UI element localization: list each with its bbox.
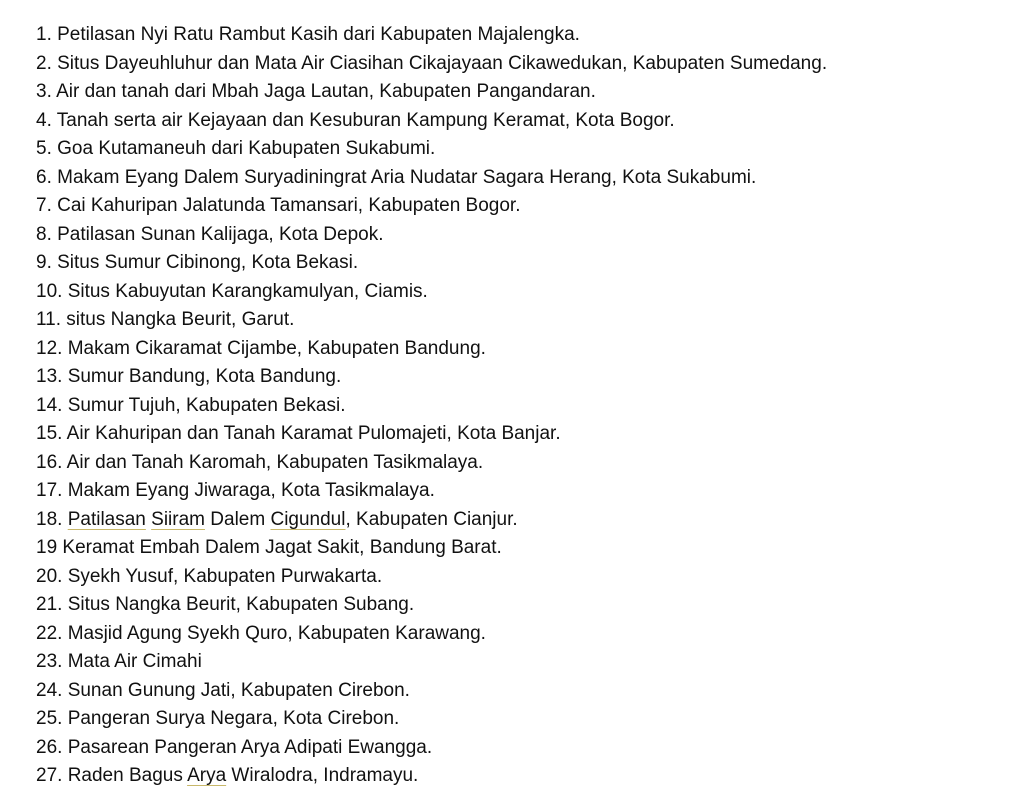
list-item: 2. Situs Dayeuhluhur dan Mata Air Ciasihan Cikajayaan Cikawedukan, Kabupaten Sumedang. [36, 52, 828, 74]
list-item: 6. Makam Eyang Dalem Suryadiningrat Aria Nudatar Sagara Herang, Kota Sukabumi. [36, 166, 757, 188]
list-item: 11. situs Nangka Beurit, Garut. [36, 309, 295, 330]
list-item: 7. Cai Kahuripan Jalatunda Tamansari, Kabupaten Bogor. [36, 195, 521, 216]
list-item: 19 Keramat Embah Dalem Jagat Sakit, Bandung Barat. [36, 537, 502, 558]
list-item-27 [36, 762, 1016, 791]
list-item: 5. Goa Kutamaneuh dari Kabupaten Sukabumi. [36, 138, 436, 159]
list-item: 16. Air dan Tanah Karomah, Kabupaten Tasikmalaya. [36, 451, 484, 473]
document-list [36, 21, 1016, 791]
list-item: 26. Pasarean Pangeran Arya Adipati Ewangga. [36, 736, 433, 758]
list-item: 13. Sumur Bandung, Kota Bandung. [36, 366, 342, 387]
item-18-prefix: 18. [36, 508, 68, 530]
list-item: 14. Sumur Tujuh, Kabupaten Bekasi. [36, 394, 346, 416]
item-18-suffix: , Kabupaten Cianjur. [345, 508, 518, 530]
list-item: 1. Petilasan Nyi Ratu Rambut Kasih dari Kabupaten Majalengka. [36, 24, 580, 45]
list-item: 22. Masjid Agung Syekh Quro, Kabupaten Karawang. [36, 622, 486, 644]
list-item: 8. Patilasan Sunan Kalijaga, Kota Depok. [36, 223, 384, 245]
list-item: 20. Syekh Yusuf, Kabupaten Purwakarta. [36, 565, 383, 587]
spellcheck-word: Patilasan [67, 508, 146, 530]
list-item: 21. Situs Nangka Beurit, Kabupaten Subang. [36, 594, 415, 615]
item-18-middle: Dalem [205, 508, 271, 530]
spellcheck-word: Siiram [151, 508, 205, 530]
list-item: 15. Air Kahuripan dan Tanah Karamat Pulomajeti, Kota Banjar. [36, 423, 561, 444]
list-item: 24. Sunan Gunung Jati, Kabupaten Cirebon. [36, 679, 410, 701]
item-27-suffix: Wiralodra, Indramayu. [226, 765, 419, 786]
list-item: 25. Pangeran Surya Negara, Kota Cirebon. [36, 708, 400, 729]
item-27-prefix: 27. Raden Bagus [36, 765, 188, 786]
list-item: 17. Makam Eyang Jiwaraga, Kota Tasikmalaya. [36, 480, 435, 501]
spellcheck-word: Arya [187, 765, 227, 786]
list-item: 10. Situs Kabuyutan Karangkamulyan, Ciamis. [36, 280, 428, 302]
list-item: 3. Air dan tanah dari Mbah Jaga Lautan, Kabupaten Pangandaran. [36, 81, 596, 102]
list-item-18 [36, 506, 1016, 535]
spellcheck-word: Cigundul [270, 508, 346, 530]
list-item: 4. Tanah serta air Kejayaan dan Kesuburan Kampung Keramat, Kota Bogor. [36, 109, 675, 131]
list-item: 9. Situs Sumur Cibinong, Kota Bekasi. [36, 252, 359, 273]
list-item: 23. Mata Air Cimahi [36, 651, 202, 672]
list-item: 12. Makam Cikaramat Cijambe, Kabupaten Bandung. [36, 337, 486, 359]
